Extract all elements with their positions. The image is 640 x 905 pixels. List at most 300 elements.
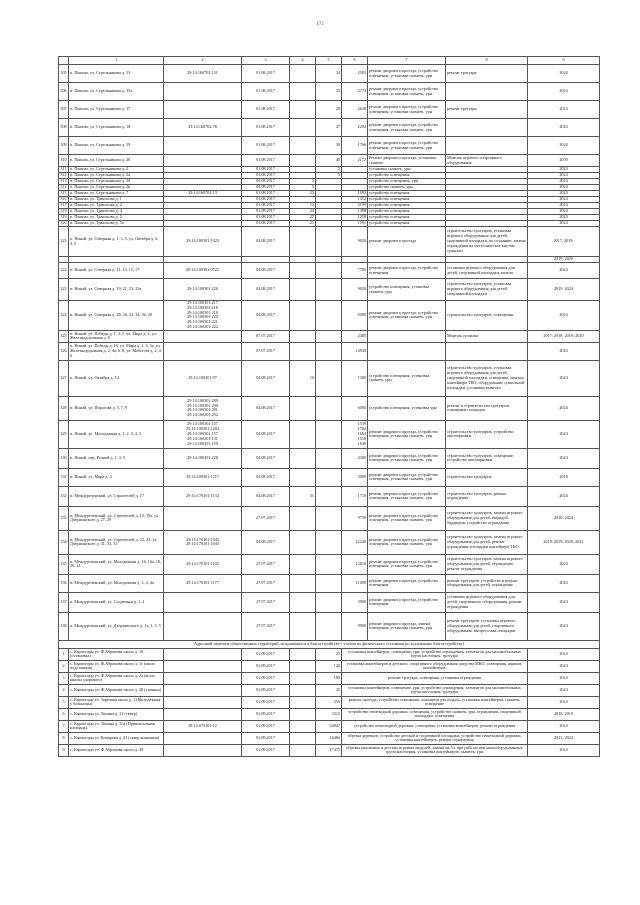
row-number: 4 — [59, 684, 69, 696]
address-cell: с. Карпогоры ул. Ф.Абрамова около д. 28 (стоянки) — [69, 684, 164, 696]
address-cell: п. Междуреченский, ул. Молодежная д. 2, 4, 4а — [69, 574, 164, 592]
address-cell: с. Карпогоры ул. Ленина д. 35а (Привокзальная площадь) — [69, 720, 164, 732]
territory-table — [58, 56, 600, 757]
works-cell: устройство освещения — [368, 197, 446, 203]
plan-cell: ремонт тротуара — [446, 101, 528, 119]
year-cell: 2019, 2024 — [528, 279, 600, 301]
count-cell — [290, 396, 316, 420]
row-number: 308 — [59, 119, 69, 137]
row-number: 331 — [59, 468, 69, 486]
date-cell: 04.08.2017 — [242, 263, 290, 279]
date-cell: 01.08.2017 — [242, 101, 290, 119]
cadastral-cell: 29:14:100301:226 — [164, 279, 242, 301]
year-cell: 2020; 2024 — [528, 506, 600, 530]
address-cell: п. Пышма, ул. Тракисова д. 2 — [69, 203, 164, 209]
area-cell: 11000 — [342, 574, 368, 592]
row-number: 337 — [59, 592, 69, 612]
works-cell: ремонт дворового проезда, устройство освещения, установка скамеек, урн — [368, 137, 446, 155]
address-cell: п. Пышма, ул. Стрельникова д. 18 — [69, 119, 164, 137]
address-cell: п. Пышма, ул. Стрельникова д. 17 — [69, 101, 164, 119]
works-cell: установка контейнеров, освещение, урн, устройство ограждения, элементов для маломобильных групп населения, тротуара — [342, 648, 528, 660]
cadastral-cell: 29:14:160702:13 — [164, 191, 242, 197]
row-number: 316 — [60, 196, 67, 202]
section-heading-row — [59, 640, 600, 648]
area-cell: 2204 — [342, 119, 368, 137]
header-cell: 6 — [342, 57, 368, 65]
works-cell — [368, 342, 446, 360]
count-cell — [290, 696, 316, 708]
date-cell: 01.09.2017 — [242, 708, 290, 720]
works-cell: ремонт дворового проезда, устройство освещения, установка скамеек, урн — [368, 554, 446, 574]
count-cell — [290, 330, 316, 342]
count-cell: 5 — [316, 173, 342, 179]
date-cell: 04.08.2017 — [242, 448, 290, 468]
address-cell: с. Карпогоры ул. Комарова д. 23 (сквер компании) — [69, 732, 164, 744]
area-cell: 3315 — [316, 708, 342, 720]
address-cell: п. Пышма, ул. Стрельникова д. 2а — [69, 173, 164, 179]
table-row — [59, 83, 600, 101]
area-cell: 9026 — [342, 227, 368, 257]
area-cell: 2583 — [342, 65, 368, 83]
area-cell: 9900 — [342, 612, 368, 640]
cadastral-cell — [164, 101, 242, 119]
count-cell — [290, 506, 316, 530]
row-number: 338 — [59, 612, 69, 640]
address-cell: п. Междуреченский, ул. Строителей д. 15, 19а, ул. Дзержинского д. 27, 29 — [69, 506, 164, 530]
year-cell: 2021; 2024 — [528, 732, 600, 744]
works-cell: установка контейнеров и детского, спортивного оборудования средства МКО, освещения, ящиков, контейнеров — [342, 660, 528, 672]
plan-cell: строительство тротуаров, установка игрового оборудования для детей, спортивной площадки, по созданию, замена ограждения на металлическое кнутом сушилки — [446, 227, 528, 257]
header-cell: 4 — [290, 57, 316, 65]
works-cell: ремонт дворового проезда, устройство освещения, установка скамеек, урн — [368, 83, 446, 101]
area-cell: 2172 — [342, 155, 368, 167]
address-cell: п. Междуреченский, ул. Строителей д. 23, 25, ул. Дзержинского д. 31, 33, 35 — [69, 530, 164, 554]
address-cell: п. Пышма, ул. Стрельникова д. 7 — [69, 191, 164, 197]
date-cell: 01.08.2017 — [242, 167, 290, 173]
plan-cell — [446, 342, 528, 360]
address-cell: п. Пышма, ул. Тракисова д. 5 — [69, 215, 164, 221]
plan-cell: строительство тротуаров, замена игрового оборудования для детей, ремонт ограждения, площадки контейнера ТКО — [446, 530, 528, 554]
count-cell — [290, 119, 316, 137]
area-cell: 6000 — [342, 396, 368, 420]
date-cell: 01.08.2017 — [242, 215, 290, 221]
works-cell: ремонт дворового проезда, устройство освещения, установка скамеек, урн — [368, 486, 446, 506]
area-cell: 120 — [316, 660, 342, 672]
count-cell — [290, 227, 316, 257]
header-cell: 9 — [528, 57, 600, 65]
row-number: 335 — [59, 554, 69, 574]
plan-cell: ремонт тротуаров, устройство и ремонт оборудования для детей, ограждение — [446, 574, 528, 592]
address-cell: п. Пышма, ул. Тракисова д. 5а — [69, 221, 164, 227]
address-cell: п. Пышма, ул. Тракисова д. 1 — [69, 197, 164, 203]
address-cell: п. Пышма, ул. Стрельникова д. 2б — [69, 179, 164, 185]
date-cell: 01.08.2017 — [242, 119, 290, 137]
works-cell: устройство освещения — [368, 191, 446, 197]
address-cell: п. Ясный, ул. Победы д. 1, 3, 5, ул. Мира д. 2, ул. Железнодорожная д. 8 — [69, 330, 164, 342]
works-cell: устройство освещения — [368, 173, 446, 179]
address-cell: с. Карпогоры ул. Ф.Абрамова около д. 16 (остановка) — [69, 648, 164, 660]
date-cell: 01.08.2017 — [242, 155, 290, 167]
area-cell: 4300 — [342, 448, 368, 468]
row-number: 328 — [59, 396, 69, 420]
area-cell: 1710 — [342, 486, 368, 506]
count-cell — [316, 420, 342, 448]
year-cell: 2024 — [528, 101, 600, 119]
cadastral-cell: 29:14:170101:1045 29:14:170101:1043 — [164, 530, 242, 554]
count-cell — [290, 612, 316, 640]
row-number: 315 — [60, 190, 67, 196]
row-number: 313 — [60, 178, 67, 184]
table-row — [59, 342, 600, 360]
row-number: 9 — [59, 744, 69, 756]
area-cell: 1766 — [342, 137, 368, 155]
works-cell: ремонт дворового проезда — [368, 227, 446, 257]
row-number: 307 — [59, 101, 69, 119]
works-cell: ремонт дворового проезда, устройство освещения, установка скамеек, урн — [368, 119, 446, 137]
year-cell: 2024 — [528, 360, 600, 396]
row-number: 325 — [59, 330, 69, 342]
year-cell: 2024 — [528, 179, 600, 185]
year-cell: 2024 — [528, 448, 600, 468]
area-cell: 180 — [316, 672, 342, 684]
area-cell: 2109 — [342, 203, 368, 209]
plan-cell — [446, 83, 528, 101]
area-cell: 7785 — [342, 263, 368, 279]
area-cell: 2774 — [342, 83, 368, 101]
works-cell: устройство освещения, урн — [368, 179, 446, 185]
works-cell: устройство освещения — [368, 215, 446, 221]
count-cell: 29 — [316, 101, 342, 119]
row-number: 329 — [59, 420, 69, 448]
year-cell: 2024 — [528, 185, 600, 191]
count-cell — [290, 574, 316, 592]
cadastral-cell — [164, 684, 242, 696]
row-number: 321 — [59, 227, 69, 257]
cadastral-cell — [164, 744, 242, 756]
row-number: 322 — [59, 263, 69, 279]
date-cell: 04.08.2017 — [242, 227, 290, 257]
year-cell: 2018, 2019 — [528, 708, 600, 720]
year-cell: 2024 — [528, 660, 600, 672]
area-cell: 9750 — [342, 506, 368, 530]
table-row — [59, 612, 600, 640]
plan-cell: строительство тротуаров, замена игрового оборудования для детей, ваградой бордюров, устройство ограждения — [446, 506, 528, 530]
header-cell: 8 — [446, 57, 528, 65]
year-cell: 2024 — [528, 554, 600, 574]
cadastral-cell — [164, 732, 242, 744]
address-cell: п. Ясный, ул. Октября д. 14 — [69, 360, 164, 396]
count-cell — [290, 279, 316, 301]
row-number: 3 — [59, 672, 69, 684]
count-cell — [290, 720, 316, 732]
header-cell: 1 — [69, 57, 164, 65]
count-cell — [290, 672, 316, 684]
table-row — [59, 732, 600, 744]
cadastral-cell — [164, 672, 242, 684]
year-cell: 2024 — [528, 612, 600, 640]
row-number: 2 — [59, 660, 69, 672]
cadastral-cell — [164, 660, 242, 672]
area-cell: 12240 — [342, 530, 368, 554]
row-number: 305 — [59, 65, 69, 83]
row-number: 336 — [59, 574, 69, 592]
count-cell — [290, 420, 316, 448]
works-cell: установка контейнеров, освещение, урн, устройство ограждения, элементов для маломобильных групп населения, тротуара — [342, 684, 528, 696]
year-cell: 2024 — [528, 301, 600, 331]
row-number: 320 — [60, 220, 67, 226]
row-number: 324 — [59, 301, 69, 331]
plan-cell: строительство тротуаров, установка игрового оборудования для детей, спортивной площадки — [446, 279, 528, 301]
header-cell — [59, 57, 69, 65]
table-row — [59, 708, 600, 720]
cadastral-cell: 29:14:100301:289 29:14:100301:290 29:14:100301:291 29:14:100301:292 — [164, 396, 242, 420]
header-cell: 2 — [164, 57, 242, 65]
cadastral-cell: 29:14:160702:131 — [164, 65, 242, 83]
cadastral-cell: 29:14:100301:228 — [164, 448, 242, 468]
date-cell: 01.08.2017 — [242, 173, 290, 179]
count-cell — [290, 83, 316, 101]
count-cell — [316, 574, 342, 592]
area-cell: 1300 — [342, 360, 368, 396]
count-cell — [316, 612, 342, 640]
date-cell: 01.09.2017 — [242, 732, 290, 744]
address-cell: п. Ясный, ул. Северная д. 11, 13, 15, 17 — [69, 263, 164, 279]
cadastral-cell — [164, 592, 242, 612]
year-cell: 2018; 2019; 2020; 2021 — [528, 530, 600, 554]
address-cell: п. Ясный, ул. Молодежная д. 1, 2, 3, 4, 5 — [69, 420, 164, 448]
row-number: 8 — [59, 732, 69, 744]
header-cell: 7 — [368, 57, 446, 65]
plan-cell: строительство тротуаров, освещения — [446, 301, 528, 331]
count-cell — [290, 65, 316, 83]
plan-cell: Монтаж игрового спортивного оборудования — [446, 155, 528, 167]
table-row — [59, 65, 600, 83]
section-title: Адресный перечень общественных территорий, нуждающихся в благоустройстве с учетом их физического состояния (и подлежащих благоустройству) — [59, 640, 600, 648]
date-cell: 01.08.2017 — [242, 83, 290, 101]
year-cell: 2024 — [528, 720, 600, 732]
count-cell — [290, 744, 316, 756]
address-cell: п. Пышма, ул. Стрельникова д. 20 — [69, 155, 164, 167]
address-cell: с. Карпогоры ул. Заречная около д. 1 (Молодёжная у больницы) — [69, 696, 164, 708]
area-cell: 1498 — [342, 209, 368, 215]
count-cell — [290, 342, 316, 360]
works-cell: ремонт дворового проезда, замена освещения, установка скамеек, урн — [368, 612, 446, 640]
year-cell: 2024 — [528, 191, 600, 197]
count-cell — [290, 137, 316, 155]
plan-cell: строительство тротуаров, установка игрового оборудования для детей, спортивной площадки, освещение, монтаж контейнера ТКО, оборудование сушильной площадки, установка вывески — [446, 360, 528, 396]
area-cell: 54847 — [316, 720, 342, 732]
year-cell: 2024 — [528, 215, 600, 221]
table-row — [59, 660, 600, 672]
year-cell: 2024 — [528, 65, 600, 83]
address-cell: п. Ясный, ул. Пирогова д. 5, 7, 9 — [69, 396, 164, 420]
cadastral-cell — [164, 342, 242, 360]
header-cell: 3 — [242, 57, 290, 65]
works-cell: устройство освещения, установка скамеек, урн — [368, 360, 446, 396]
year-cell: 2024 — [528, 672, 600, 684]
date-cell: 04.08.2017 — [242, 396, 290, 420]
row-number: 317 — [60, 202, 67, 208]
count-cell — [290, 648, 316, 660]
table-row — [59, 360, 600, 396]
works-cell: устройство пешеходной дорожки, освещения, устройство скамеек, урн, ограждения, спортивной площадки, освещения — [342, 708, 528, 720]
cadastral-cell — [164, 648, 242, 660]
address-cell: п. Пышма, ул. Стрельникова д. 2 — [69, 167, 164, 173]
table-row — [59, 696, 600, 708]
count-cell: 31 — [290, 486, 316, 506]
count-cell — [316, 554, 342, 574]
cadastral-cell: 29:14:100301:1217 — [164, 468, 242, 486]
header-row — [59, 57, 600, 65]
address-cell: п. Пышма, ул. Стрельникова д. 15 — [69, 65, 164, 83]
row-number: 306 — [59, 83, 69, 101]
table-row — [59, 592, 600, 612]
works-cell: ремонт дворового проезда, устройство освещения, установка скамеек, урн — [368, 530, 446, 554]
cadastral-cell: 29:14:160702:78 — [164, 119, 242, 137]
area-cell: 17475 — [316, 744, 342, 756]
cadastral-cell: 29:14:170101:1134 — [164, 486, 242, 506]
table-row — [59, 574, 600, 592]
table-row — [59, 263, 600, 279]
area-cell: 25 — [316, 684, 342, 696]
row-number: 318 — [60, 208, 67, 214]
plan-cell: строительство тротуаров — [446, 468, 528, 486]
count-cell: 25 — [290, 221, 316, 227]
date-cell: 04.08.2017 — [242, 420, 290, 448]
count-cell — [290, 468, 316, 486]
address-cell: п. Пышма, ул. Стрельникова д. 2в — [69, 185, 164, 191]
year-cell: 2024 — [528, 167, 600, 173]
date-cell: 04.08.2017 — [242, 468, 290, 486]
address-cell: п. Междуреченский, ул. Сосреньки д. 1, 2 — [69, 592, 164, 612]
works-cell: ремонт дворового проезда, устройство освещения — [368, 263, 446, 279]
cadastral-cell — [164, 696, 242, 708]
date-cell: 01.09.2017 — [242, 648, 290, 660]
count-cell — [290, 530, 316, 554]
cadastral-cell: 29:14:100301:157 29:14:100301:1204 29:14:100301:157 29:14:100301:131 29:14:100301:159 — [164, 420, 242, 448]
count-cell — [290, 660, 316, 672]
address-cell: с. Карпогоры ул. Ф.Абрамова около д. 49 — [69, 744, 164, 756]
year-cell: 2024 — [528, 696, 600, 708]
area-cell: 250 — [316, 696, 342, 708]
works-cell: устройство освещения — [368, 209, 446, 215]
count-cell — [290, 101, 316, 119]
area-cell: 12810 — [342, 554, 368, 574]
year-cell: 2024 — [528, 574, 600, 592]
count-cell: 38 — [316, 137, 342, 155]
cadastral-cell — [164, 137, 242, 155]
date-cell: 01.09.2017 — [242, 684, 290, 696]
area-cell: 1539 1784 1664 1550 1649 — [342, 420, 368, 448]
date-cell: 01.09.2017 — [242, 672, 290, 684]
count-cell: 34 — [316, 65, 342, 83]
works-cell: ремонт дворового проезда, устройство освещения, установка скамеек, урн — [368, 301, 446, 331]
table-row — [59, 155, 600, 167]
row-number: 332 — [59, 486, 69, 506]
address-cell: п. Ясный, пер. Речной д. 1, 3, 5 — [69, 448, 164, 468]
date-cell: 01.08.2017 — [242, 203, 290, 209]
count-cell — [316, 342, 342, 360]
year-cell: 2017; 2018; 2019; 2020 — [528, 330, 600, 342]
year-cell: 2024 — [528, 744, 600, 756]
count-cell: 23 — [290, 191, 316, 197]
works-cell: обрезка маховиков и детских игровых модулей, замена на 5л. при рейс на нем малооборудованных групп населения, установка контейнеров, скамеек, урн — [342, 744, 528, 756]
row-number: 1 — [59, 648, 69, 660]
cadastral-cell: 29:14:100301:1023 — [164, 227, 242, 257]
table-row — [59, 330, 600, 342]
area-cell: 1452 — [342, 197, 368, 203]
address-cell: с. Карпогоры ул. Ф.Абрамова около д. 2а (возле школы здорового) — [69, 672, 164, 684]
year-cell: 2024 — [528, 684, 600, 696]
year-cell: 2024 — [528, 592, 600, 612]
table-row — [59, 227, 600, 257]
count-cell: 48 — [316, 155, 342, 167]
row-number: 327 — [59, 360, 69, 396]
year-cell: 2019; 2020 — [528, 257, 600, 263]
count-cell — [290, 263, 316, 279]
count-cell — [316, 330, 342, 342]
plan-cell — [446, 119, 528, 137]
date-cell: 04.08.2017 — [242, 360, 290, 396]
works-cell: ремонт дворового проезда, устройство освещения, установка скамеек, урн — [368, 506, 446, 530]
plan-cell: Монтаж сушилки — [446, 330, 528, 342]
row-number: 309 — [59, 137, 69, 155]
count-cell — [290, 448, 316, 468]
works-cell — [368, 330, 446, 342]
year-cell: 2024 — [528, 342, 600, 360]
date-cell: 04.08.2017 — [242, 179, 290, 185]
area-cell: 14930 — [342, 342, 368, 360]
area-cell: 1591 — [342, 221, 368, 227]
count-cell — [290, 554, 316, 574]
count-cell — [316, 486, 342, 506]
works-cell: устройство освещения — [368, 221, 446, 227]
date-cell: 01.09.2017 — [242, 744, 290, 756]
works-cell: ремонт проезда, устройство освещения, ложащёзи для отдыха, установка контейнеров, скамеек, освещение — [342, 696, 528, 708]
area-cell: 3900 — [342, 592, 368, 612]
table-row — [59, 648, 600, 660]
cadastral-cell: 29:14:170101:1177 — [164, 574, 242, 592]
cadastral-cell: 29:14:100301:97 — [164, 360, 242, 396]
area-cell: 25 — [316, 648, 342, 660]
count-cell: 27 — [290, 215, 316, 221]
date-cell: 07.07.2017 — [242, 342, 290, 360]
plan-cell: ремонт тротуаров, установка игрового оборудования для детей, спортивного оборудования, выпрессовка площадки — [446, 612, 528, 640]
plan-cell: строительство тротуаров, освещение, устройство автопарковки — [446, 448, 528, 468]
cadastral-cell: 29:14:100301:0725 — [164, 263, 242, 279]
works-cell: ремонт дворового проезда, устройство освещения, установка скамеек, урн — [368, 101, 446, 119]
cadastral-cell — [164, 506, 242, 530]
row-number: 334 — [59, 530, 69, 554]
address-cell: п. Ясный, ул. Северная д. 28, 30, 32, 34, 36, 28 — [69, 301, 164, 331]
date-cell: 27.07.2017 — [242, 554, 290, 574]
works-cell: устройство пешеходной дорожки, освещения, установка контейнеров, ремонт ограждения — [342, 720, 528, 732]
year-cell: 2024 — [528, 119, 600, 137]
address-cell: с. Карпогоры ул. Ф.Абрамова около д. 1г (около подстанции) — [69, 660, 164, 672]
count-cell — [316, 592, 342, 612]
plan-cell: ремонт и строительство тротуаров, освещения площадки — [446, 396, 528, 420]
date-cell: 04.08.2017 — [242, 530, 290, 554]
year-cell: 2024 — [528, 209, 600, 215]
works-cell: ремонт дворового проезда, устройство освещения, установка скамеек, урн — [368, 448, 446, 468]
plan-cell: установка игрового оборудования для детей, спортивного оборудования, ремонт ограждения — [446, 592, 528, 612]
plan-cell: строительство тротуаров, устройство автопарковки — [446, 420, 528, 448]
table-row — [59, 506, 600, 530]
plan-cell: строительство тротуаров, замена игрового оборудования для детей, ограждение, ремонт ограждения — [446, 554, 528, 574]
works-cell: устройство освещения, установка урн — [368, 396, 446, 420]
count-cell: 47 — [316, 119, 342, 137]
count-cell: 10 — [290, 360, 316, 396]
